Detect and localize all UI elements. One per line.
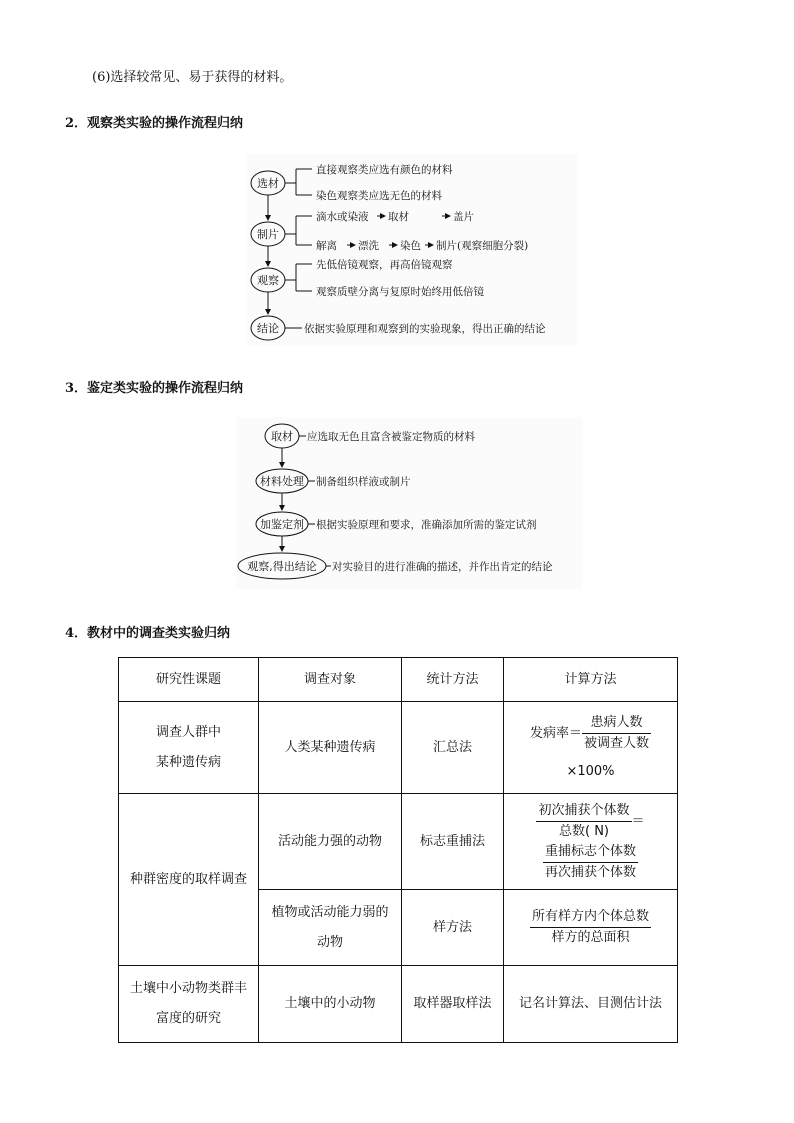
row3-fraction xyxy=(530,907,651,948)
row2-fraction-1 xyxy=(536,801,631,842)
row1-calc-tail: ×100% xyxy=(566,764,615,779)
row2-fraction-2 xyxy=(543,842,638,883)
step-select-label: 选材 xyxy=(257,177,279,190)
header-calc-method: 计算方法 xyxy=(504,658,678,702)
step-slide-label: 制片 xyxy=(257,228,279,241)
observe-branch-1: 先低倍镜观察，再高倍镜观察 xyxy=(316,259,453,271)
header-object: 调查对象 xyxy=(259,658,402,702)
id-step-2-label: 材料处理 xyxy=(260,475,304,488)
step-observe-label: 观察 xyxy=(257,274,279,287)
section2-heading: 2．观察类实验的操作流程归纳 xyxy=(65,116,244,131)
row4-topic-line1: 土壤中小动物类群丰 xyxy=(129,981,247,996)
row4-object: 土壤中的小动物 xyxy=(259,966,402,1043)
observe-branch-2: 观察质壁分离与复原时始终用低倍镜 xyxy=(316,286,484,298)
row2-method: 标志重捕法 xyxy=(402,794,504,890)
header-stat-method: 统计方法 xyxy=(402,658,504,702)
slide-branch-2-b: 漂洗 xyxy=(358,240,379,252)
row3-object xyxy=(259,890,402,966)
row2-object: 活动能力强的动物 xyxy=(259,794,402,890)
row1-fraction xyxy=(582,713,651,754)
id-step-3-label: 加鉴定剂 xyxy=(260,518,304,531)
row1-topic-line1: 调查人群中 xyxy=(155,724,221,740)
row2-topic: 种群密度的取样调查 xyxy=(119,794,259,966)
header-topic: 研究性课题 xyxy=(119,658,259,702)
id-step-4-label: 观察,得出结论 xyxy=(247,560,317,573)
observation-flow-diagram xyxy=(246,153,578,345)
row1-calc-label: 发病率＝ xyxy=(529,726,582,741)
row1-topic-line2: 某种遗传病 xyxy=(155,754,221,770)
row3-method: 样方法 xyxy=(402,890,504,966)
row4-topic xyxy=(119,966,259,1043)
slide-branch-1-c: 盖片 xyxy=(453,211,474,223)
slide-branch-1-a: 滴水或染液 xyxy=(316,211,369,223)
row3-object-line1: 植物或活动能力弱的 xyxy=(271,904,389,920)
table-row xyxy=(119,966,678,1043)
survey-experiments-table xyxy=(118,657,678,1043)
row2-calc-den2: 再次捕获个体数 xyxy=(544,864,636,880)
row4-calc: 记名计算法、目测估计法 xyxy=(504,966,678,1043)
select-branch-1: 直接观察类应选有颜色的材料 xyxy=(316,164,453,176)
row4-method: 取样器取样法 xyxy=(402,966,504,1043)
row2-calc-eq: ＝ xyxy=(631,813,645,829)
row1-topic xyxy=(119,702,259,794)
intro-line: (6)选择较常见、易于获得的材料。 xyxy=(92,70,293,85)
id-step-1-label: 取材 xyxy=(271,430,293,443)
row3-object-line2: 动物 xyxy=(316,934,343,950)
slide-branch-2-d: 制片(观察细胞分裂) xyxy=(436,240,529,252)
conclusion-branch: 依据实验原理和观察到的实验现象，得出正确的结论 xyxy=(304,323,546,335)
row3-calc-den: 样方的总面积 xyxy=(551,930,630,945)
row3-calc-num: 所有样方内个体总数 xyxy=(530,907,651,928)
row1-calc-num: 患病人数 xyxy=(582,713,651,734)
table-header-row xyxy=(119,658,678,702)
section3-heading: 3．鉴定类实验的操作流程归纳 xyxy=(65,381,244,396)
identification-flow-diagram xyxy=(236,417,582,589)
row3-calc xyxy=(504,890,678,966)
row2-calc xyxy=(504,794,678,890)
row4-topic-line2: 富度的研究 xyxy=(155,1011,221,1026)
slide-branch-2-a: 解离 xyxy=(316,240,337,252)
row1-object: 人类某种遗传病 xyxy=(259,702,402,794)
id-step-1-text: 应选取无色且富含被鉴定物质的材料 xyxy=(307,431,475,443)
table-row xyxy=(119,794,678,890)
id-step-3-text: 根据实验原理和要求，准确添加所需的鉴定试剂 xyxy=(316,519,537,531)
row1-calc-den: 被调查人数 xyxy=(584,736,650,751)
section4-heading: 4．教材中的调查类实验归纳 xyxy=(65,626,231,641)
select-branch-2: 染色观察类应选无色的材料 xyxy=(316,190,442,202)
table-row xyxy=(119,702,678,794)
row1-method: 汇总法 xyxy=(402,702,504,794)
row2-calc-den1: 总数( N) xyxy=(558,823,609,839)
step-conclusion-label: 结论 xyxy=(257,322,279,335)
row1-calc xyxy=(504,702,678,794)
row2-calc-num1: 初次捕获个体数 xyxy=(536,801,631,822)
slide-branch-2-c: 染色 xyxy=(400,240,421,252)
row2-calc-num2: 重捕标志个体数 xyxy=(543,842,638,863)
id-step-4-text: 对实验目的进行准确的描述，并作出肯定的结论 xyxy=(332,561,553,573)
id-step-2-text: 制备组织样液或制片 xyxy=(316,476,411,488)
slide-branch-1-b: 取材 xyxy=(388,211,409,223)
